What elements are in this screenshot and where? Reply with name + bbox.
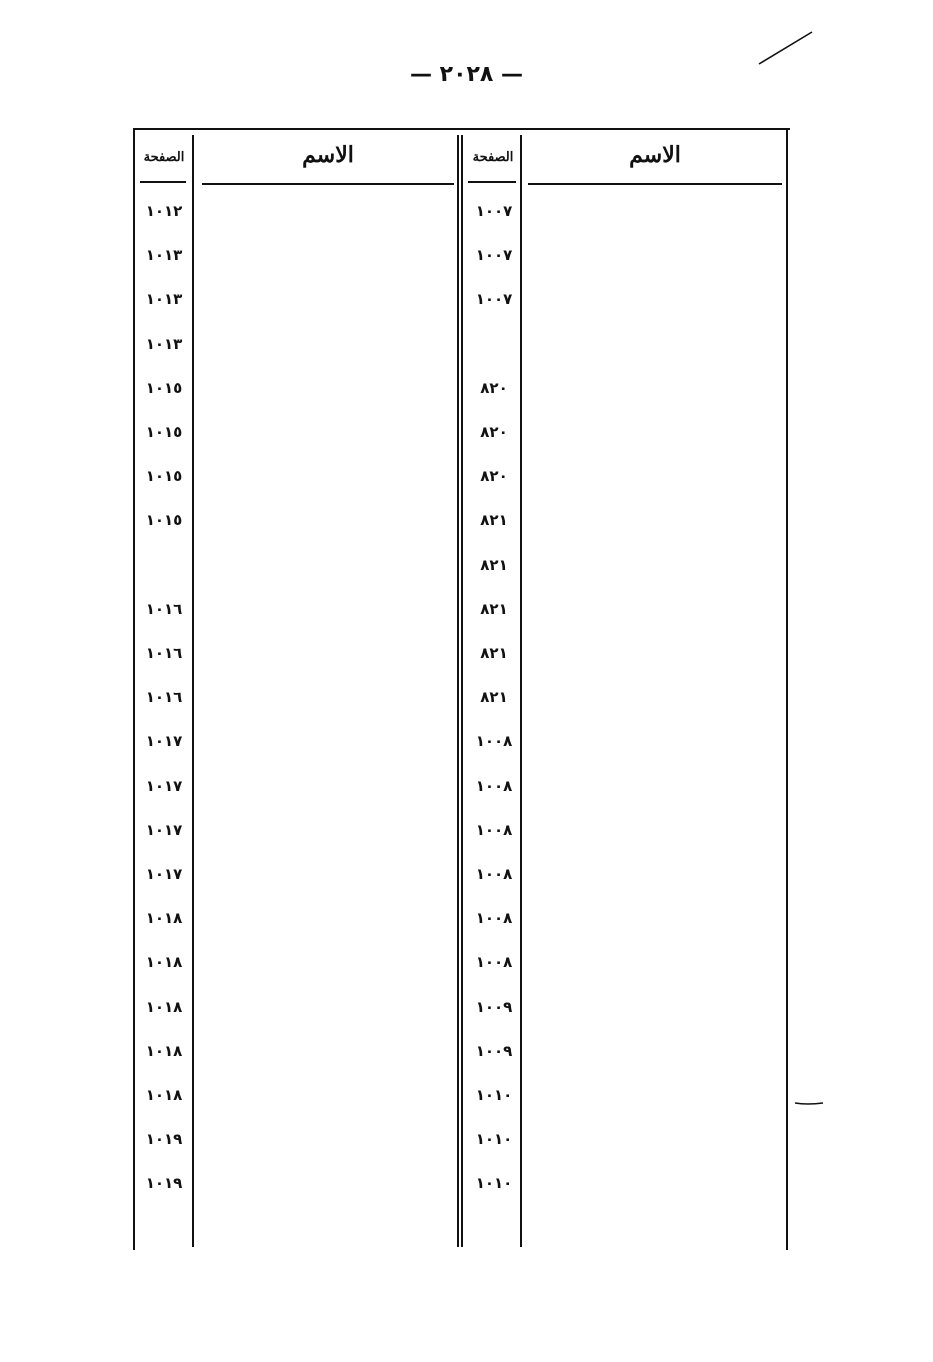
entry-page-number: ٨٢٠ (480, 467, 508, 485)
header-underline-right-page (468, 181, 516, 183)
entry-page-number: ٨٢١ (480, 688, 508, 706)
entry-page-number: ١٠٠٧ (475, 202, 513, 220)
page-number: — ٢٠٢٨ — (409, 62, 524, 87)
table-left-border (133, 128, 135, 1250)
entry-page-number: ١٠٠٨ (475, 865, 513, 883)
entry-page-number: ١٠١٦ (145, 644, 183, 662)
entry-page-number: ١٠٠٨ (475, 777, 513, 795)
entry-page-number: ٨٢١ (480, 556, 508, 574)
margin-tick-mark (793, 1096, 827, 1110)
entry-page-number: ١٠٠٨ (475, 821, 513, 839)
divider-center-double-a (457, 135, 459, 1247)
entry-page-number: ١٠١٩ (145, 1130, 183, 1148)
header-page-left: الصفحة (143, 150, 185, 165)
entry-page-number: ١٠١٨ (145, 909, 183, 927)
entry-page-number: ١٠١٠ (475, 1174, 513, 1192)
entry-page-number: ٨٢٠ (480, 379, 508, 397)
entry-page-number: ١٠١٧ (145, 777, 183, 795)
header-name-right: الاسم (629, 142, 681, 168)
entry-page-number: ٨٢١ (480, 600, 508, 618)
entry-page-number: ١٠١٩ (145, 1174, 183, 1192)
entry-page-number: ١٠٠٨ (475, 909, 513, 927)
entry-page-number: ١٠١٨ (145, 1086, 183, 1104)
divider-left-page (192, 135, 194, 1247)
entry-page-number: ١٠١٧ (145, 865, 183, 883)
header-underline-left-name (202, 183, 454, 185)
entry-page-number: ١٠٠٨ (475, 732, 513, 750)
entry-page-number: ٨٢٠ (480, 423, 508, 441)
entry-page-number: ١٠١٥ (145, 423, 183, 441)
entry-page-number: ١٠١٧ (145, 821, 183, 839)
entry-page-number: ١٠١٧ (145, 732, 183, 750)
table-top-rule (134, 128, 790, 130)
entry-page-number: ١٠١٥ (145, 511, 183, 529)
entry-page-number: ١٠١٣ (145, 290, 183, 308)
entry-page-number: ١٠١٣ (145, 246, 183, 264)
header-underline-right-name (528, 183, 782, 185)
entry-page-number: ٨٢١ (480, 511, 508, 529)
entry-page-number: ١٠٠٧ (475, 290, 513, 308)
entry-page-number: ١٠١٢ (145, 202, 183, 220)
table-right-border (786, 128, 788, 1250)
entry-page-number: ١٠٠٨ (475, 953, 513, 971)
entry-page-number: ١٠١٣ (145, 335, 183, 353)
entry-page-number: ١٠١٦ (145, 688, 183, 706)
header-name-left: الاسم (302, 142, 354, 168)
entry-page-number: ١٠١٠ (475, 1086, 513, 1104)
entry-page-number: ١٠١٠ (475, 1130, 513, 1148)
entry-page-number: ١٠١٥ (145, 467, 183, 485)
entry-page-number: ١٠١٨ (145, 1042, 183, 1060)
entry-page-number: ١٠١٨ (145, 953, 183, 971)
entry-page-number: ١٠٠٩ (475, 998, 513, 1016)
entry-page-number: ١٠١٨ (145, 998, 183, 1016)
entry-page-number: ١٠٠٧ (475, 246, 513, 264)
entry-page-number: ١٠١٦ (145, 600, 183, 618)
entry-page-number: ١٠٠٩ (475, 1042, 513, 1060)
entry-page-number: ٨٢١ (480, 644, 508, 662)
header-underline-left-page (140, 181, 186, 183)
pen-stroke-mark (756, 28, 816, 68)
entry-page-number: ١٠١٥ (145, 379, 183, 397)
divider-center-double-b (461, 135, 463, 1247)
header-page-right: الصفحة (472, 150, 514, 165)
